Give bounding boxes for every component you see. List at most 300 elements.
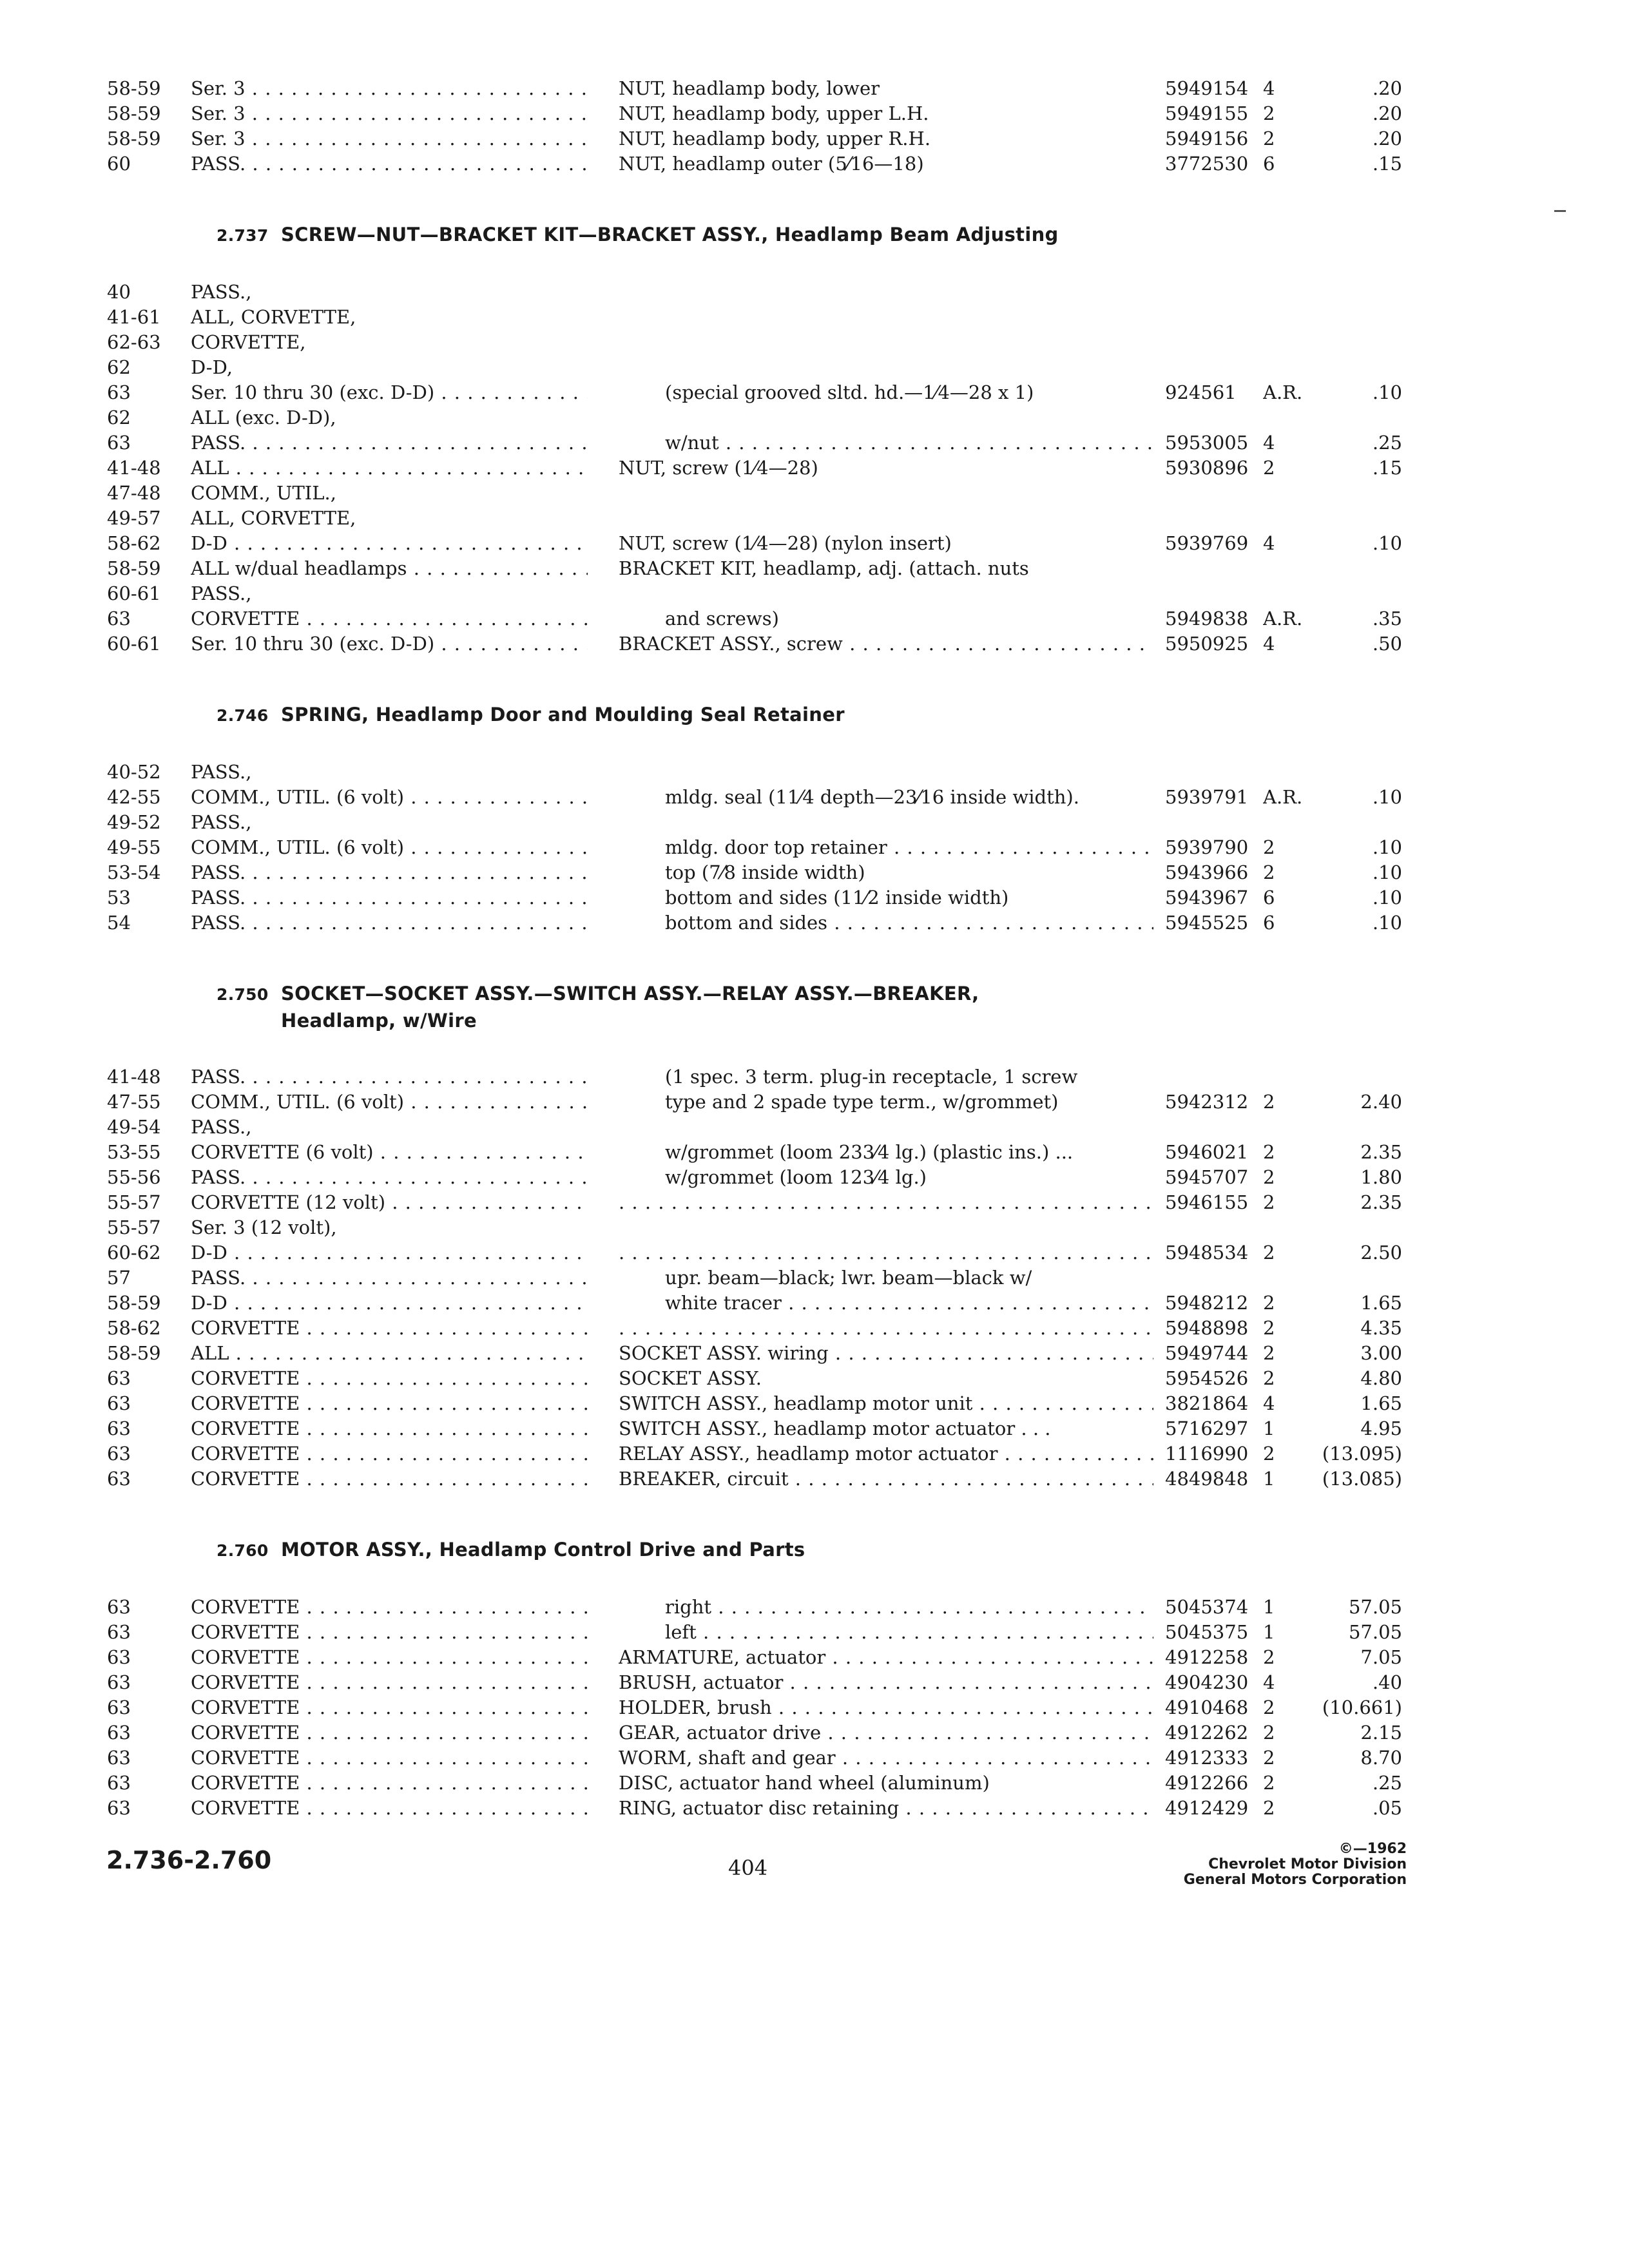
- section-number: 2.760: [217, 1541, 269, 1560]
- quantity: 1: [1263, 1468, 1275, 1490]
- part-description: bottom and sides . . .: [665, 910, 1153, 936]
- list-price: .25: [1372, 1772, 1402, 1794]
- list-price: 2.40: [1360, 1091, 1402, 1113]
- model-year: 55-56: [107, 1166, 161, 1188]
- model-applicability: PASS. . . .: [191, 151, 588, 177]
- model-applicability: PASS.,: [191, 1116, 252, 1138]
- parts-row: [103, 1620, 1402, 1645]
- model-year: 63: [107, 1696, 131, 1718]
- part-description: [619, 1240, 1153, 1265]
- quantity: 4: [1263, 1671, 1275, 1693]
- section-rows-2737: [103, 280, 1402, 657]
- part-description: and screws): [665, 608, 779, 629]
- list-price: 4.95: [1360, 1418, 1402, 1439]
- part-description: left . . .: [665, 1620, 1153, 1645]
- part-description: type and 2 spade type term., w/grommet): [665, 1091, 1059, 1113]
- list-price: 4.35: [1360, 1317, 1402, 1339]
- model-applicability: PASS.,: [191, 811, 252, 833]
- quantity: 2: [1263, 1747, 1275, 1769]
- model-year: 63: [107, 1392, 131, 1414]
- part-number: 4849848: [1165, 1468, 1249, 1490]
- model-year: 63: [107, 381, 131, 403]
- list-price: 8.70: [1360, 1747, 1402, 1769]
- parts-row: [103, 760, 1315, 785]
- model-year: 41-48: [107, 457, 161, 479]
- parts-row: [103, 810, 1315, 835]
- model-applicability: CORVETTE . . .: [191, 606, 588, 631]
- corporation-name: General Motors Corporation: [1183, 1872, 1407, 1888]
- model-applicability: ALL, CORVETTE,: [191, 306, 356, 328]
- quantity: A.R.: [1263, 381, 1303, 403]
- parts-row: [103, 1466, 1402, 1492]
- part-description: NUT, headlamp body, lower: [619, 77, 880, 99]
- quantity: 2: [1263, 1191, 1275, 1213]
- model-year: 58-59: [107, 102, 161, 124]
- model-year: 62-63: [107, 331, 161, 353]
- section-title: SCREW—NUT—BRACKET KIT—BRACKET ASSY., Headlamp Beam Adjusting: [281, 224, 1059, 245]
- model-year: 47-48: [107, 482, 161, 504]
- part-description: w/grommet (loom 123⁄4 lg.): [665, 1166, 927, 1188]
- quantity: 2: [1263, 1772, 1275, 1794]
- part-number: 5045374: [1165, 1596, 1249, 1618]
- parts-row: [103, 835, 1402, 860]
- model-applicability: CORVETTE . . .: [191, 1645, 588, 1670]
- list-price: (13.095): [1322, 1443, 1402, 1465]
- part-number: 5943967: [1165, 887, 1249, 908]
- part-description: NUT, screw (1⁄4—28) (nylon insert): [619, 532, 952, 554]
- list-price: .10: [1372, 912, 1402, 934]
- model-year: 58-59: [107, 1292, 161, 1314]
- part-description: WORM, shaft and gear . . .: [619, 1745, 1153, 1771]
- parts-row: [103, 355, 1315, 380]
- part-number: 4912266: [1165, 1772, 1249, 1794]
- copyright-block: [1184, 1841, 1407, 1888]
- part-number: 5943966: [1165, 861, 1249, 883]
- quantity: 2: [1263, 1342, 1275, 1364]
- list-price: (10.661): [1322, 1696, 1402, 1718]
- quantity: 4: [1263, 432, 1275, 454]
- section-heading-2737: [217, 222, 1315, 249]
- quantity: 1: [1263, 1418, 1275, 1439]
- part-description: HOLDER, brush . . .: [619, 1695, 1153, 1720]
- part-number: 5945525: [1165, 912, 1249, 934]
- model-applicability: CORVETTE,: [191, 331, 306, 353]
- section-number: 2.750: [217, 985, 269, 1004]
- quantity: 4: [1263, 633, 1275, 655]
- part-number: 5954526: [1165, 1367, 1249, 1389]
- model-year: 58-62: [107, 532, 161, 554]
- part-description: w/grommet (loom 233⁄4 lg.) (plastic ins.) ...: [665, 1141, 1074, 1163]
- model-year: 53-54: [107, 861, 161, 883]
- model-applicability: CORVETTE (6 volt) . . .: [191, 1140, 588, 1165]
- quantity: 4: [1263, 532, 1275, 554]
- part-number: 4912258: [1165, 1646, 1249, 1668]
- list-price: 1.65: [1360, 1292, 1402, 1314]
- part-number: 924561: [1165, 381, 1237, 403]
- part-number: 5948534: [1165, 1242, 1249, 1264]
- model-applicability: Ser. 10 thru 30 (exc. D-D) . . .: [191, 380, 588, 405]
- model-applicability: COMM., UTIL. (6 volt) . . .: [191, 1090, 588, 1115]
- model-year: 53: [107, 887, 131, 908]
- model-applicability: PASS. . . .: [191, 885, 588, 910]
- model-year: 63: [107, 1747, 131, 1769]
- part-description: SWITCH ASSY., headlamp motor unit . . .: [619, 1391, 1153, 1416]
- quantity: 6: [1263, 153, 1275, 175]
- model-year: 40: [107, 281, 131, 303]
- model-year: 62: [107, 407, 131, 428]
- part-number: 3772530: [1165, 153, 1249, 175]
- part-description: top (7⁄8 inside width): [665, 861, 865, 883]
- parts-row: [103, 606, 1402, 631]
- model-year: 63: [107, 1722, 131, 1744]
- model-applicability: D-D . . .: [191, 1291, 588, 1316]
- section-number: 2.746: [217, 706, 269, 725]
- model-applicability: CORVETTE . . .: [191, 1441, 588, 1466]
- parts-row: [103, 1366, 1402, 1391]
- model-applicability: ALL, CORVETTE,: [191, 507, 356, 529]
- part-number: 5949154: [1165, 77, 1249, 99]
- section-title: SPRING, Headlamp Door and Moulding Seal Retainer: [281, 704, 845, 726]
- part-description: SWITCH ASSY., headlamp motor actuator . . .: [619, 1418, 1051, 1439]
- model-applicability: ALL . . .: [191, 456, 588, 481]
- model-applicability: PASS. . . .: [191, 1165, 588, 1190]
- list-price: .20: [1372, 128, 1402, 149]
- part-number: 5949155: [1165, 102, 1249, 124]
- list-price: .05: [1372, 1797, 1402, 1819]
- parts-row: [103, 1796, 1402, 1821]
- model-applicability: PASS.,: [191, 281, 252, 303]
- quantity: 2: [1263, 1722, 1275, 1744]
- part-number: 5716297: [1165, 1418, 1249, 1439]
- model-applicability: CORVETTE . . .: [191, 1745, 588, 1771]
- section-rows-2746: [103, 760, 1402, 936]
- quantity: A.R.: [1263, 786, 1303, 808]
- parts-row: [103, 1090, 1402, 1115]
- quantity: 2: [1263, 1317, 1275, 1339]
- model-applicability: PASS.,: [191, 761, 252, 783]
- part-number: 5939791: [1165, 786, 1249, 808]
- part-description: bottom and sides (11⁄2 inside width): [665, 887, 1009, 908]
- list-price: 57.05: [1348, 1621, 1402, 1643]
- parts-row: [103, 305, 1315, 330]
- model-applicability: D-D,: [191, 356, 233, 378]
- part-number: 5946021: [1165, 1141, 1249, 1163]
- model-year: 60-61: [107, 582, 161, 604]
- part-description: NUT, screw (1⁄4—28): [619, 457, 818, 479]
- model-year: 60-61: [107, 633, 161, 655]
- part-number: 5949838: [1165, 608, 1249, 629]
- list-price: (13.085): [1322, 1468, 1402, 1490]
- model-applicability: COMM., UTIL.,: [191, 482, 336, 504]
- quantity: 2: [1263, 861, 1275, 883]
- model-year: 63: [107, 432, 131, 454]
- model-year: 41-61: [107, 306, 161, 328]
- section-title: MOTOR ASSY., Headlamp Control Drive and Parts: [281, 1539, 805, 1561]
- quantity: 2: [1263, 1091, 1275, 1113]
- model-applicability: PASS.,: [191, 582, 252, 604]
- parts-row: [103, 456, 1402, 481]
- parts-row: [103, 405, 1315, 430]
- part-description: BRUSH, actuator . . .: [619, 1670, 1153, 1695]
- quantity: 2: [1263, 1797, 1275, 1819]
- model-year: 63: [107, 1646, 131, 1668]
- part-description: BRACKET KIT, headlamp, adj. (attach. nuts: [619, 557, 1029, 579]
- model-applicability: PASS. . . .: [191, 1265, 588, 1291]
- list-price: 7.05: [1360, 1646, 1402, 1668]
- parts-row: [103, 631, 1402, 657]
- parts-row: [103, 1720, 1402, 1745]
- list-price: .10: [1372, 532, 1402, 554]
- parts-row: [103, 101, 1402, 126]
- parts-row: [103, 430, 1402, 456]
- part-description: right . . .: [665, 1595, 1153, 1620]
- parts-row: [103, 1745, 1402, 1771]
- quantity: 4: [1263, 77, 1275, 99]
- part-number: 5948898: [1165, 1317, 1249, 1339]
- part-number: 5930896: [1165, 457, 1249, 479]
- part-description: [619, 1316, 1153, 1341]
- model-year: 49-54: [107, 1116, 161, 1138]
- parts-row: [103, 531, 1402, 556]
- part-description: SOCKET ASSY. wiring . . .: [619, 1341, 1153, 1366]
- part-description: RELAY ASSY., headlamp motor actuator . . .: [619, 1441, 1153, 1466]
- model-applicability: CORVETTE . . .: [191, 1670, 588, 1695]
- section-heading-2746: [217, 702, 1315, 729]
- parts-row: [103, 126, 1402, 151]
- model-applicability: PASS. . . .: [191, 910, 588, 936]
- parts-row: [103, 1595, 1402, 1620]
- model-applicability: ALL w/dual headlamps . . .: [191, 556, 588, 581]
- model-applicability: ALL . . .: [191, 1341, 588, 1366]
- section-heading-2750: [217, 981, 1315, 1033]
- part-number: 5939769: [1165, 532, 1249, 554]
- list-price: .25: [1372, 432, 1402, 454]
- parts-row: [103, 1265, 1315, 1291]
- list-price: 2.35: [1360, 1141, 1402, 1163]
- part-number: 4904230: [1165, 1671, 1249, 1693]
- list-price: .35: [1372, 608, 1402, 629]
- model-applicability: COMM., UTIL. (6 volt) . . .: [191, 785, 588, 810]
- model-applicability: CORVETTE . . .: [191, 1316, 588, 1341]
- model-year: 63: [107, 1772, 131, 1794]
- section-heading-2760: [217, 1537, 1315, 1564]
- scan-mark: [1554, 210, 1566, 212]
- section-number: 2.737: [217, 226, 269, 245]
- model-year: 63: [107, 1596, 131, 1618]
- part-description: NUT, headlamp body, upper R.H.: [619, 128, 931, 149]
- list-price: 1.65: [1360, 1392, 1402, 1414]
- quantity: 2: [1263, 1443, 1275, 1465]
- list-price: 2.15: [1360, 1722, 1402, 1744]
- parts-row: [103, 1441, 1402, 1466]
- parts-row: [103, 1190, 1402, 1215]
- model-year: 63: [107, 1443, 131, 1465]
- section-title-line2: Headlamp, w/Wire: [281, 1010, 477, 1032]
- part-number: 5950925: [1165, 633, 1249, 655]
- part-description: mldg. door top retainer . . .: [665, 835, 1153, 860]
- model-applicability: CORVETTE . . .: [191, 1466, 588, 1492]
- parts-row: [103, 330, 1315, 355]
- list-price: .10: [1372, 861, 1402, 883]
- model-year: 42-55: [107, 786, 161, 808]
- part-number: 5942312: [1165, 1091, 1249, 1113]
- model-year: 60: [107, 153, 131, 175]
- model-applicability: PASS. . . .: [191, 430, 588, 456]
- model-year: 54: [107, 912, 131, 934]
- parts-row: [103, 1670, 1402, 1695]
- part-number: 5939790: [1165, 836, 1249, 858]
- model-applicability: CORVETTE . . .: [191, 1771, 588, 1796]
- quantity: 2: [1263, 1696, 1275, 1718]
- quantity: 4: [1263, 1392, 1275, 1414]
- part-description: (special grooved sltd. hd.—1⁄4—28 x 1): [665, 381, 1034, 403]
- quantity: 1: [1263, 1596, 1275, 1618]
- parts-row: [103, 76, 1402, 101]
- copyright-year: ©—1962: [1338, 1841, 1407, 1857]
- list-price: .50: [1372, 633, 1402, 655]
- model-year: 55-57: [107, 1216, 161, 1238]
- list-price: .10: [1372, 887, 1402, 908]
- model-applicability: D-D . . .: [191, 531, 588, 556]
- part-number: 5949744: [1165, 1342, 1249, 1364]
- list-price: 57.05: [1348, 1596, 1402, 1618]
- model-year: 58-59: [107, 128, 161, 149]
- quantity: 2: [1263, 1646, 1275, 1668]
- model-applicability: CORVETTE . . .: [191, 1595, 588, 1620]
- model-year: 63: [107, 1671, 131, 1693]
- model-applicability: CORVETTE . . .: [191, 1416, 588, 1441]
- part-description: NUT, headlamp body, upper L.H.: [619, 102, 929, 124]
- part-number: 4912429: [1165, 1797, 1249, 1819]
- parts-row: [103, 581, 1315, 606]
- model-applicability: PASS. . . .: [191, 860, 588, 885]
- parts-row: [103, 380, 1402, 405]
- list-price: .10: [1372, 836, 1402, 858]
- list-price: 2.50: [1360, 1242, 1402, 1264]
- top-rows: [103, 76, 1402, 177]
- parts-row: [103, 1645, 1402, 1670]
- quantity: 2: [1263, 457, 1275, 479]
- list-price: 3.00: [1360, 1342, 1402, 1364]
- model-year: 53-55: [107, 1141, 161, 1163]
- quantity: 2: [1263, 1242, 1275, 1264]
- part-number: 4910468: [1165, 1696, 1249, 1718]
- model-applicability: Ser. 3 . . .: [191, 76, 588, 101]
- model-year: 41-48: [107, 1066, 161, 1088]
- quantity: 1: [1263, 1621, 1275, 1643]
- part-number: 5946155: [1165, 1191, 1249, 1213]
- part-number: 4912262: [1165, 1722, 1249, 1744]
- model-year: 58-59: [107, 1342, 161, 1364]
- part-number: 5045375: [1165, 1621, 1249, 1643]
- model-applicability: CORVETTE (12 volt) . . .: [191, 1190, 588, 1215]
- quantity: 6: [1263, 912, 1275, 934]
- part-description: SOCKET ASSY.: [619, 1367, 762, 1389]
- model-year: 63: [107, 1797, 131, 1819]
- model-applicability: CORVETTE . . .: [191, 1391, 588, 1416]
- model-applicability: CORVETTE . . .: [191, 1620, 588, 1645]
- parts-row: [103, 1341, 1402, 1366]
- part-description: mldg. seal (11⁄4 depth—23⁄16 inside width).: [665, 786, 1079, 808]
- quantity: 6: [1263, 887, 1275, 908]
- list-price: .20: [1372, 77, 1402, 99]
- parts-row: [103, 885, 1402, 910]
- part-description: NUT, headlamp outer (5⁄16—18): [619, 153, 924, 175]
- parts-row: [103, 1240, 1402, 1265]
- model-applicability: Ser. 3 . . .: [191, 126, 588, 151]
- quantity: 2: [1263, 1292, 1275, 1314]
- model-applicability: CORVETTE . . .: [191, 1796, 588, 1821]
- model-year: 49-57: [107, 507, 161, 529]
- quantity: 2: [1263, 836, 1275, 858]
- model-year: 58-59: [107, 77, 161, 99]
- model-applicability: COMM., UTIL. (6 volt) . . .: [191, 835, 588, 860]
- model-year: 58-59: [107, 557, 161, 579]
- part-number: 1116990: [1165, 1443, 1249, 1465]
- parts-row: [103, 481, 1315, 506]
- parts-row: [103, 1165, 1402, 1190]
- parts-row: [103, 1064, 1315, 1090]
- model-applicability: CORVETTE . . .: [191, 1366, 588, 1391]
- model-applicability: PASS. . . .: [191, 1064, 588, 1090]
- quantity: 2: [1263, 128, 1275, 149]
- section-range: 2.736-2.760: [106, 1846, 272, 1874]
- part-number: 5953005: [1165, 432, 1249, 454]
- page-number: 404: [728, 1856, 768, 1880]
- list-price: .15: [1372, 457, 1402, 479]
- quantity: 2: [1263, 1367, 1275, 1389]
- part-number: 5948212: [1165, 1292, 1249, 1314]
- part-description: BRACKET ASSY., screw . . .: [619, 631, 1153, 657]
- division-name: Chevrolet Motor Division: [1208, 1856, 1407, 1872]
- model-year: 55-57: [107, 1191, 161, 1213]
- part-description: upr. beam—black; lwr. beam—black w/: [665, 1267, 1032, 1289]
- part-description: BREAKER, circuit . . .: [619, 1466, 1153, 1492]
- quantity: 2: [1263, 102, 1275, 124]
- model-year: 63: [107, 1621, 131, 1643]
- list-price: 4.80: [1360, 1367, 1402, 1389]
- parts-row: [103, 1215, 1315, 1240]
- model-year: 62: [107, 356, 131, 378]
- part-description: (1 spec. 3 term. plug-in receptacle, 1 screw: [665, 1066, 1078, 1088]
- parts-row: [103, 1115, 1315, 1140]
- model-year: 63: [107, 1468, 131, 1490]
- part-description: GEAR, actuator drive . . .: [619, 1720, 1153, 1745]
- list-price: .40: [1372, 1671, 1402, 1693]
- model-applicability: Ser. 10 thru 30 (exc. D-D) . . .: [191, 631, 588, 657]
- model-year: 63: [107, 1418, 131, 1439]
- model-applicability: D-D . . .: [191, 1240, 588, 1265]
- section-rows-2760: [103, 1595, 1402, 1821]
- parts-row: [103, 910, 1402, 936]
- model-year: 40-52: [107, 761, 161, 783]
- part-number: 4912333: [1165, 1747, 1249, 1769]
- catalog-content: [103, 76, 1402, 1821]
- model-applicability: Ser. 3 (12 volt),: [191, 1216, 337, 1238]
- model-applicability: Ser. 3 . . .: [191, 101, 588, 126]
- parts-row: [103, 1695, 1402, 1720]
- list-price: .15: [1372, 153, 1402, 175]
- parts-row: [103, 280, 1315, 305]
- quantity: 2: [1263, 1166, 1275, 1188]
- parts-row: [103, 556, 1315, 581]
- list-price: 1.80: [1360, 1166, 1402, 1188]
- model-year: 58-62: [107, 1317, 161, 1339]
- parts-row: [103, 860, 1402, 885]
- part-description: ARMATURE, actuator . . .: [619, 1645, 1153, 1670]
- part-number: 5945707: [1165, 1166, 1249, 1188]
- parts-row: [103, 1140, 1402, 1165]
